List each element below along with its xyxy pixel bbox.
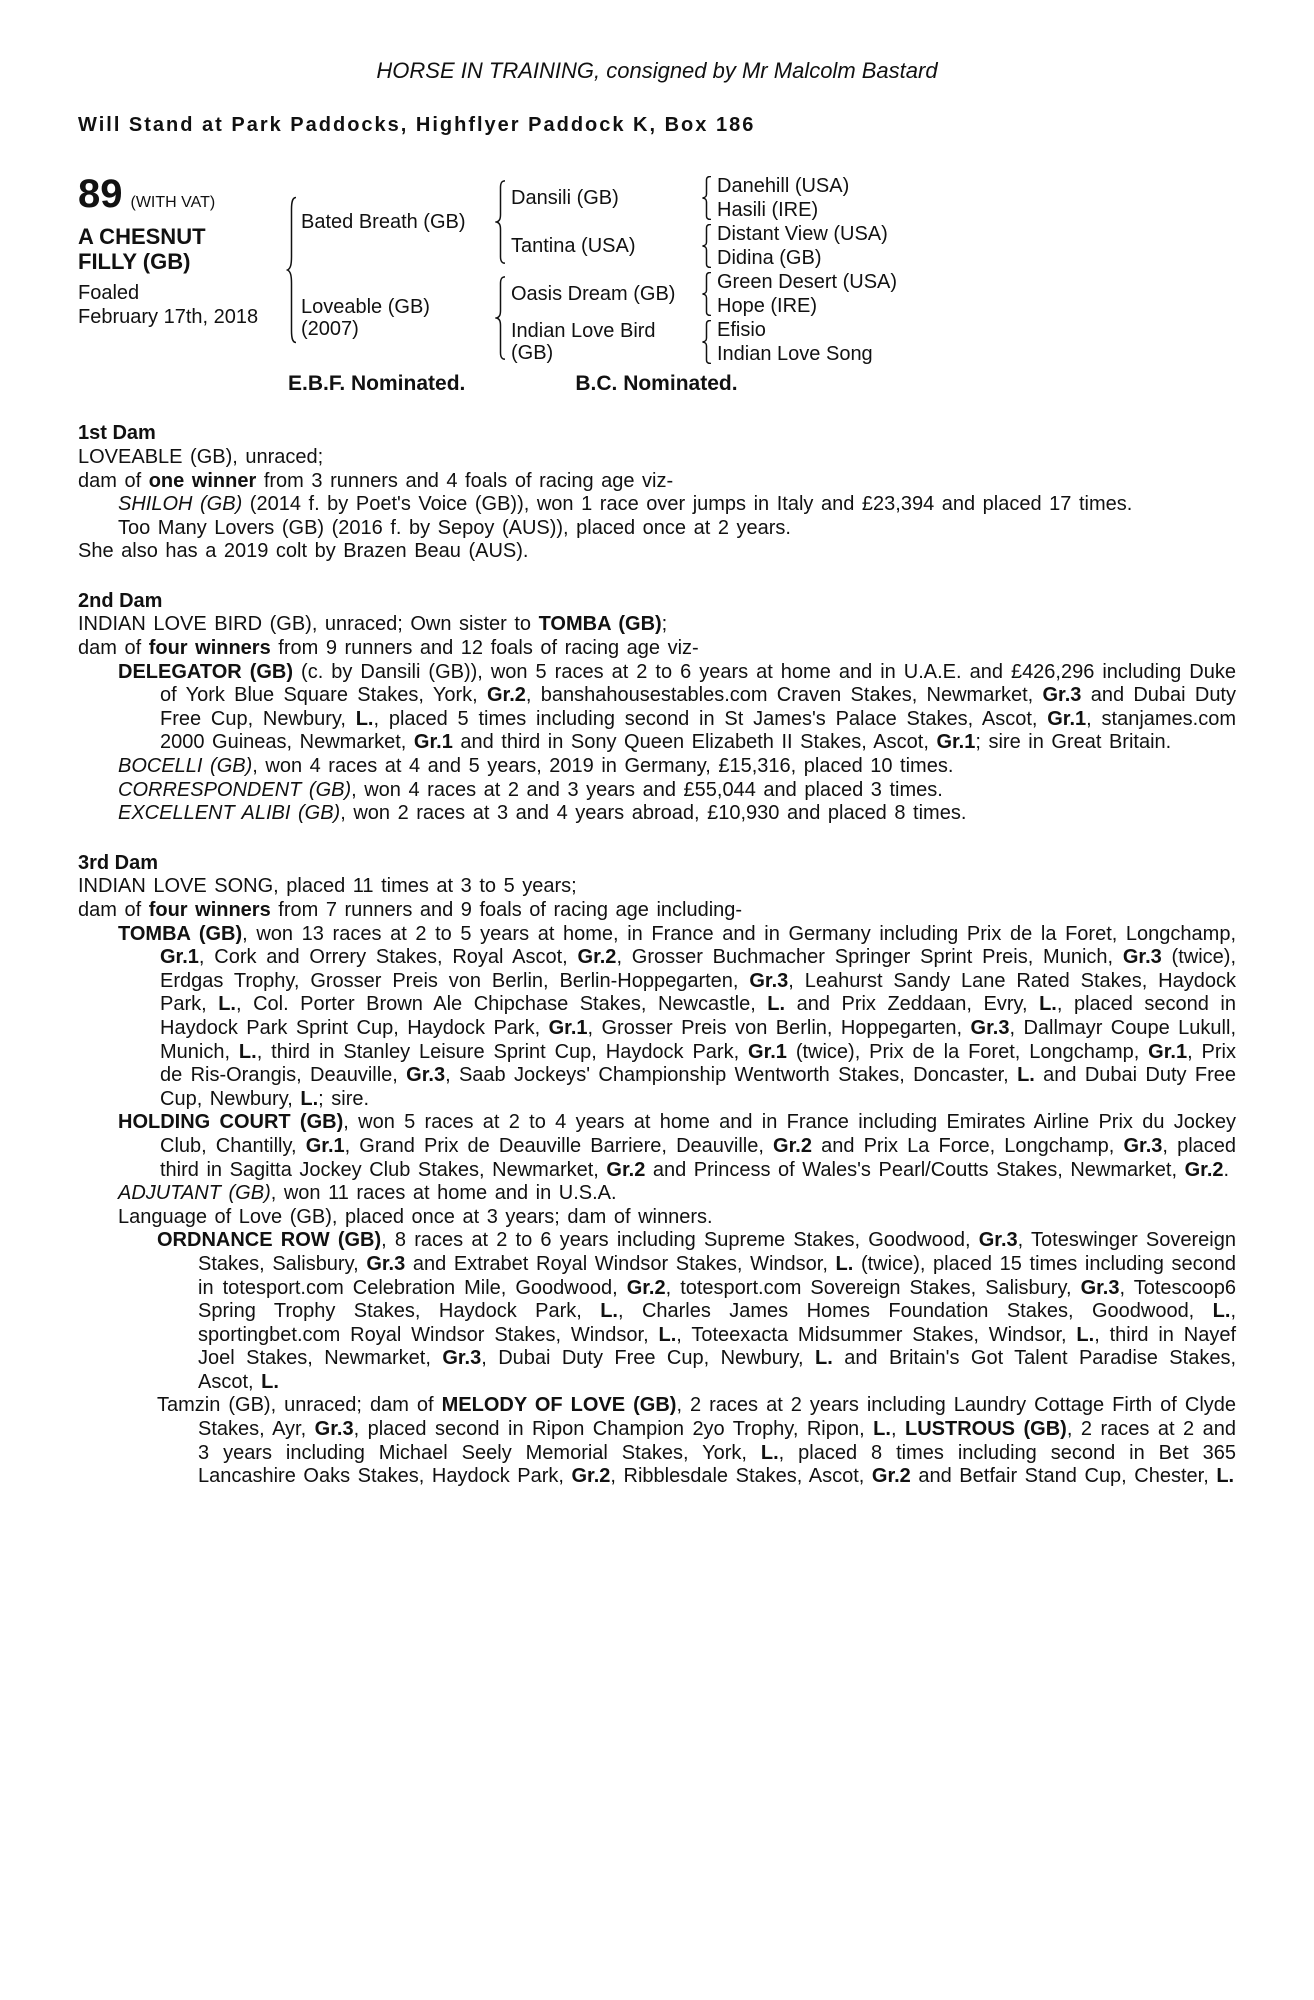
great-grandparent-name: Hope (IRE) — [717, 294, 818, 317]
text-segment: ADJUTANT (GB) — [118, 1182, 271, 1205]
text-segment: Gr.1 — [1047, 707, 1087, 730]
text-segment: Too Many Lovers (GB) (2016 f. by Sepoy (AUS)), placed once at 2 years. — [118, 516, 791, 539]
text-segment: Gr.2 — [577, 946, 617, 969]
pedigree-text-paragraph — [78, 1229, 1236, 1394]
lot-number-row — [78, 171, 283, 216]
text-segment: Gr.1 — [1148, 1040, 1188, 1063]
text-segment: from 3 runners and 4 foals of racing age viz- — [256, 469, 674, 492]
text-segment: L. — [238, 1040, 257, 1063]
text-segment: Gr.3 — [749, 969, 789, 992]
text-segment: , Ribblesdale Stakes, Ascot, — [610, 1465, 872, 1488]
brace-icon — [286, 196, 298, 344]
great-grandparent-cell — [717, 342, 1236, 366]
text-segment: L. — [600, 1300, 618, 1323]
great-grandparent-name: Distant View (USA) — [717, 222, 888, 245]
text-segment: L. — [1212, 1300, 1231, 1323]
sire-cell — [301, 174, 491, 270]
dam-cell — [301, 270, 491, 366]
grandsire-name: Dansili (GB) — [511, 186, 619, 209]
text-segment: from 9 runners and 12 foals of racing age viz- — [270, 637, 699, 660]
text-segment: Language of Love (GB), placed once at 3 years; dam of winners. — [118, 1205, 713, 1228]
text-segment: , — [890, 1418, 905, 1441]
text-segment: INDIAN LOVE SONG, placed 11 times at 3 to 5 years; — [78, 875, 577, 898]
text-segment: , placed second in Ripon Champion 2yo Trophy, Ripon, — [353, 1418, 874, 1441]
brace-icon — [495, 180, 507, 264]
text-segment: and Extrabet Royal Windsor Stakes, Windsor, — [405, 1252, 836, 1275]
pedigree-text-paragraph — [78, 923, 1236, 1112]
text-segment: L. — [1039, 993, 1057, 1016]
text-segment: EXCELLENT ALIBI (GB) — [118, 802, 341, 825]
text-segment: Gr.1 — [305, 1134, 345, 1157]
text-segment: (c. by Dansili (GB)), won 5 races at 2 to 6 years at home and in U.A.E. and £426,296 including Duke of York Blue Square Stakes, York, — [160, 660, 1237, 707]
great-grandparent-cell — [717, 222, 1236, 246]
text-segment: , won 11 races at home and in U.S.A. — [270, 1182, 617, 1205]
text-segment: Gr.3 — [970, 1016, 1010, 1039]
text-segment: L. — [767, 993, 786, 1016]
great-grandparent-name: Indian Love Song — [717, 342, 873, 365]
text-segment: , 2 races at 2 years including Laundry Cottage Firth of Clyde Stakes, Ayr, — [198, 1394, 1237, 1441]
pedigree-text-paragraph — [78, 613, 1236, 637]
text-segment: Gr.2 — [773, 1134, 812, 1157]
grandparent-cell — [511, 222, 697, 270]
text-segment: from 7 runners and 9 foals of racing age including- — [270, 899, 743, 921]
great-grandparent-cell — [717, 294, 1236, 318]
text-segment: Gr.3 — [314, 1418, 354, 1441]
nomination-row — [78, 372, 1236, 397]
grandparent-cell — [511, 270, 697, 318]
dam-year: (2007) — [301, 317, 359, 340]
text-segment: , Totescoop6 Spring Trophy Stakes, Haydock Park, — [198, 1276, 1237, 1323]
text-segment: , won 2 races at 3 and 4 years abroad, £10,930 and placed 8 times. — [340, 802, 967, 825]
text-segment: , Cork and Orrery Stakes, Royal Ascot, — [198, 946, 578, 969]
section-heading: 2nd Dam — [78, 589, 163, 612]
text-segment: , won 4 races at 2 and 3 years and £55,044 and placed 3 times. — [351, 778, 943, 801]
text-segment: , placed third in Sagitta Jockey Club Stakes, Newmarket, — [160, 1134, 1237, 1181]
text-segment: Gr.3 — [406, 1064, 446, 1087]
text-segment: L. — [835, 1252, 854, 1275]
text-segment: and Princess of Wales's Pearl/Coutts Stakes, Newmarket, — [645, 1158, 1185, 1181]
text-segment: L. — [355, 707, 374, 730]
text-segment: L. — [815, 1347, 833, 1370]
sire-name: Bated Breath (GB) — [301, 210, 466, 233]
pedigree-text-paragraph — [78, 493, 1236, 517]
grandparent-cell — [511, 174, 697, 222]
text-segment: Gr.2 — [571, 1465, 611, 1488]
text-segment: , 8 races at 2 to 6 years including Supreme Stakes, Goodwood, — [381, 1229, 979, 1252]
text-segment: L. — [1017, 1064, 1035, 1087]
text-segment: LOVEABLE (GB), unraced; — [78, 445, 324, 468]
text-segment: , banshahousestables.com Craven Stakes, Newmarket, — [525, 684, 1043, 707]
text-segment: four winners — [148, 899, 271, 921]
pedigree-text-paragraph — [78, 802, 1236, 826]
text-segment: ; — [661, 613, 668, 636]
grandparent-cell — [511, 318, 697, 366]
text-segment: Gr.1 — [748, 1040, 787, 1063]
text-segment: SHILOH (GB) — [118, 493, 243, 516]
granddam-name: Indian Love Bird (GB) — [511, 319, 656, 364]
grandsire-name: Oasis Dream (GB) — [511, 282, 676, 305]
brace-icon — [701, 224, 713, 268]
text-segment: dam of — [78, 899, 149, 921]
vat-note: (WITH VAT) — [130, 193, 216, 211]
brace-icon — [701, 176, 713, 220]
text-segment: , won 4 races at 4 and 5 years, 2019 in Germany, £15,316, placed 10 times. — [252, 755, 954, 778]
text-segment: , won 5 races at 2 to 4 years at home and in France including Emirates Airline Prix du Jockey Club, Chantilly, — [160, 1111, 1237, 1157]
text-segment: L. — [1216, 1465, 1235, 1488]
brace-icon — [701, 320, 713, 364]
consignor-line: HORSE IN TRAINING, consigned by Mr Malcolm Bastard — [376, 58, 938, 83]
text-segment: , Toteexacta Midsummer Stakes, Windsor, — [676, 1323, 1077, 1346]
text-segment: L. — [300, 1087, 319, 1110]
text-segment: (twice), Erdgas Trophy, Grosser Preis von Berlin, Berlin-Hoppegarten, — [160, 946, 1237, 992]
text-segment: and Britain's Got Talent Paradise Stakes, Ascot, — [198, 1347, 1236, 1393]
text-segment: and Dubai Duty Free Cup, Newbury, — [160, 684, 1236, 730]
grandparent-brace — [697, 318, 717, 366]
text-segment: . — [1223, 1158, 1230, 1181]
dam-brace — [491, 270, 511, 366]
great-grandparent-name: Danehill (USA) — [717, 174, 850, 197]
text-segment: , 2 races at 2 and 3 years including Michael Seely Memorial Stakes, York, — [198, 1418, 1236, 1464]
pedigree-text-paragraph — [78, 875, 1236, 899]
text-segment: CORRESPONDENT (GB) — [118, 778, 352, 801]
great-grandparent-cell — [717, 246, 1236, 270]
text-segment: L. — [261, 1370, 279, 1393]
pedigree-text-paragraph — [78, 1182, 1236, 1206]
text-segment: one winner — [148, 469, 257, 492]
sire-brace — [491, 174, 511, 270]
great-grandparent-cell — [717, 318, 1236, 342]
text-segment: ORDNANCE ROW (GB) — [157, 1229, 382, 1252]
stand-location-line: Will Stand at Park Paddocks, Highflyer Paddock K, Box 186 — [78, 113, 756, 136]
bc-nominated: B.C. Nominated. — [575, 371, 738, 395]
text-segment: LUSTROUS (GB) — [905, 1418, 1067, 1441]
text-segment: , stanjames.com 2000 Guineas, Newmarket, — [160, 707, 1237, 754]
text-segment: four winners — [148, 637, 271, 660]
foaled-date: February 17th, 2018 — [78, 305, 259, 328]
text-segment: Gr.1 — [160, 946, 199, 969]
great-grandparent-name: Didina (GB) — [717, 246, 822, 269]
granddam-name: Tantina (USA) — [511, 234, 636, 257]
text-segment: L. — [218, 993, 236, 1016]
pedigree-tree — [283, 174, 1236, 366]
text-segment: Gr.2 — [871, 1465, 911, 1488]
text-segment: , placed second in Haydock Park Sprint Cup, Haydock Park, — [160, 993, 1236, 1039]
grandparent-brace — [697, 222, 717, 270]
pedigree-text-paragraph — [78, 779, 1236, 803]
text-segment: , Prix de Ris-Orangis, Deauville, — [160, 1040, 1236, 1087]
text-segment: L. — [760, 1441, 779, 1464]
ebf-nominated: E.B.F. Nominated. — [288, 371, 466, 395]
text-segment: , sportingbet.com Royal Windsor Stakes, Windsor, — [198, 1300, 1236, 1346]
text-segment: MELODY OF LOVE (GB) — [441, 1394, 677, 1417]
text-segment: Gr.2 — [1184, 1158, 1224, 1181]
pedigree-text-paragraph — [78, 755, 1236, 779]
dam-section — [78, 852, 1236, 1489]
text-segment: L. — [873, 1418, 891, 1441]
lot-number: 89 — [78, 171, 123, 216]
pedigree-text-paragraph — [78, 637, 1236, 661]
text-segment: , Leahurst Sandy Lane Rated Stakes, Haydock Park, — [160, 969, 1236, 1016]
text-segment: Gr.3 — [442, 1347, 482, 1370]
text-segment: and Dubai Duty Free Cup, Newbury, — [160, 1064, 1236, 1110]
text-segment: , won 13 races at 2 to 5 years at home, in France and in Germany including Prix de la Foret, Longchamp, — [242, 922, 1237, 945]
great-grandparent-cell — [717, 198, 1236, 222]
text-segment: , totesport.com Sovereign Stakes, Salisbury, — [665, 1276, 1081, 1299]
section-heading: 1st Dam — [78, 422, 156, 445]
dam-section — [78, 422, 1236, 564]
pedigree-text-paragraph — [78, 1206, 1236, 1230]
text-segment: , Grand Prix de Deauville Barriere, Deauville, — [344, 1134, 774, 1157]
text-segment: and Prix Zeddaan, Evry, — [785, 993, 1040, 1016]
pedigree-text-paragraph — [78, 1111, 1236, 1182]
text-segment: Gr.3 — [1042, 684, 1082, 707]
grandparent-brace — [697, 174, 717, 222]
section-heading: 3rd Dam — [78, 851, 159, 874]
great-grandparent-cell — [717, 174, 1236, 198]
text-segment: INDIAN LOVE BIRD (GB), unraced; Own sister to — [78, 613, 539, 636]
text-segment: Gr.1 — [413, 731, 453, 754]
text-segment: (twice), Prix de la Foret, Longchamp, — [786, 1040, 1149, 1063]
text-segment: ; sire. — [318, 1087, 370, 1110]
text-segment: and Prix La Force, Longchamp, — [811, 1134, 1124, 1157]
great-grandparent-name: Green Desert (USA) — [717, 270, 898, 293]
text-segment: , Saab Jockeys' Championship Wentworth Stakes, Doncaster, — [445, 1064, 1018, 1087]
text-segment: , Charles James Homes Foundation Stakes, Goodwood, — [617, 1300, 1213, 1323]
text-segment: Tamzin (GB), unraced; dam of — [157, 1394, 442, 1417]
text-segment: , Dubai Duty Free Cup, Newbury, — [481, 1347, 815, 1370]
text-segment: Gr.3 — [978, 1229, 1018, 1252]
text-segment: (twice), placed 15 times including second in totesport.com Celebration Mile, Goodwood, — [198, 1252, 1237, 1299]
text-segment: , third in Nayef Joel Stakes, Newmarket, — [198, 1323, 1236, 1370]
text-segment: Gr.2 — [606, 1158, 646, 1181]
text-segment: TOMBA (GB) — [118, 922, 243, 945]
text-segment: , Col. Porter Brown Ale Chipchase Stakes, Newcastle, — [236, 993, 768, 1016]
text-segment: She also has a 2019 colt by Brazen Beau (AUS). — [78, 540, 529, 563]
text-segment: dam of — [78, 637, 149, 660]
text-segment: Gr.2 — [486, 684, 526, 707]
text-segment: DELEGATOR (GB) — [118, 660, 294, 683]
text-segment: Gr.3 — [1122, 946, 1162, 969]
text-segment: , Grosser Preis von Berlin, Hoppegarten, — [587, 1016, 971, 1039]
text-segment: , Toteswinger Sovereign Stakes, Salisbury, — [198, 1229, 1236, 1275]
pedigree-text-paragraph — [78, 661, 1236, 755]
dam-section — [78, 590, 1236, 826]
pedigree-text-paragraph — [78, 470, 1236, 494]
text-segment: Gr.2 — [626, 1276, 666, 1299]
text-segment: Gr.3 — [1123, 1134, 1163, 1157]
text-segment: BOCELLI (GB) — [118, 755, 253, 778]
text-segment: ; sire in Great Britain. — [975, 731, 1172, 754]
pedigree-block — [78, 171, 1236, 366]
brace-icon — [701, 272, 713, 316]
great-grandparent-name: Efisio — [717, 318, 766, 341]
text-segment: Gr.3 — [1080, 1276, 1120, 1299]
grandparent-brace — [697, 270, 717, 318]
text-segment: (2014 f. by Poet's Voice (GB)), won 1 race over jumps in Italy and £23,394 and placed 17 times. — [242, 493, 1133, 516]
text-segment: and Betfair Stand Cup, Chester, — [910, 1465, 1217, 1488]
great-grandparent-name: Hasili (IRE) — [717, 198, 819, 221]
text-segment: Gr.1 — [936, 731, 976, 754]
pedigree-text-paragraph — [78, 517, 1236, 541]
text-segment: dam of — [78, 469, 149, 492]
lot-block — [78, 171, 283, 366]
text-segment: Gr.3 — [366, 1252, 406, 1275]
dam-name: Loveable (GB) — [301, 295, 430, 318]
text-segment: , Grosser Buchmacher Springer Sprint Preis, Munich, — [616, 946, 1123, 969]
text-segment: TOMBA (GB) — [538, 613, 662, 636]
text-segment: and third in Sony Queen Elizabeth II Stakes, Ascot, — [452, 731, 937, 754]
text-segment: , Dallmayr Coupe Lukull, Munich, — [160, 1016, 1236, 1063]
text-segment: , placed 8 times including second in Bet 365 Lancashire Oaks Stakes, Haydock Park, — [198, 1441, 1237, 1488]
text-segment: L. — [1076, 1323, 1095, 1346]
pedigree-main-brace — [283, 174, 301, 366]
text-segment: L. — [658, 1323, 677, 1346]
great-grandparent-cell — [717, 270, 1236, 294]
text-segment: , third in Stanley Leisure Sprint Cup, Haydock Park, — [256, 1040, 749, 1063]
pedigree-text-paragraph — [78, 1394, 1236, 1488]
pedigree-text-paragraph — [78, 446, 1236, 470]
foaled-label: Foaled — [78, 282, 140, 305]
pedigree-text-paragraph — [78, 540, 1236, 564]
catalogue-sections — [78, 422, 1236, 1489]
text-segment: HOLDING COURT (GB) — [118, 1111, 344, 1134]
text-segment: Gr.1 — [548, 1016, 588, 1039]
brace-icon — [495, 276, 507, 360]
horse-name: A CHESNUT FILLY (GB) — [78, 223, 206, 274]
text-segment: , placed 5 times including second in St James's Palace Stakes, Ascot, — [373, 707, 1048, 730]
pedigree-text-paragraph — [78, 899, 1236, 923]
